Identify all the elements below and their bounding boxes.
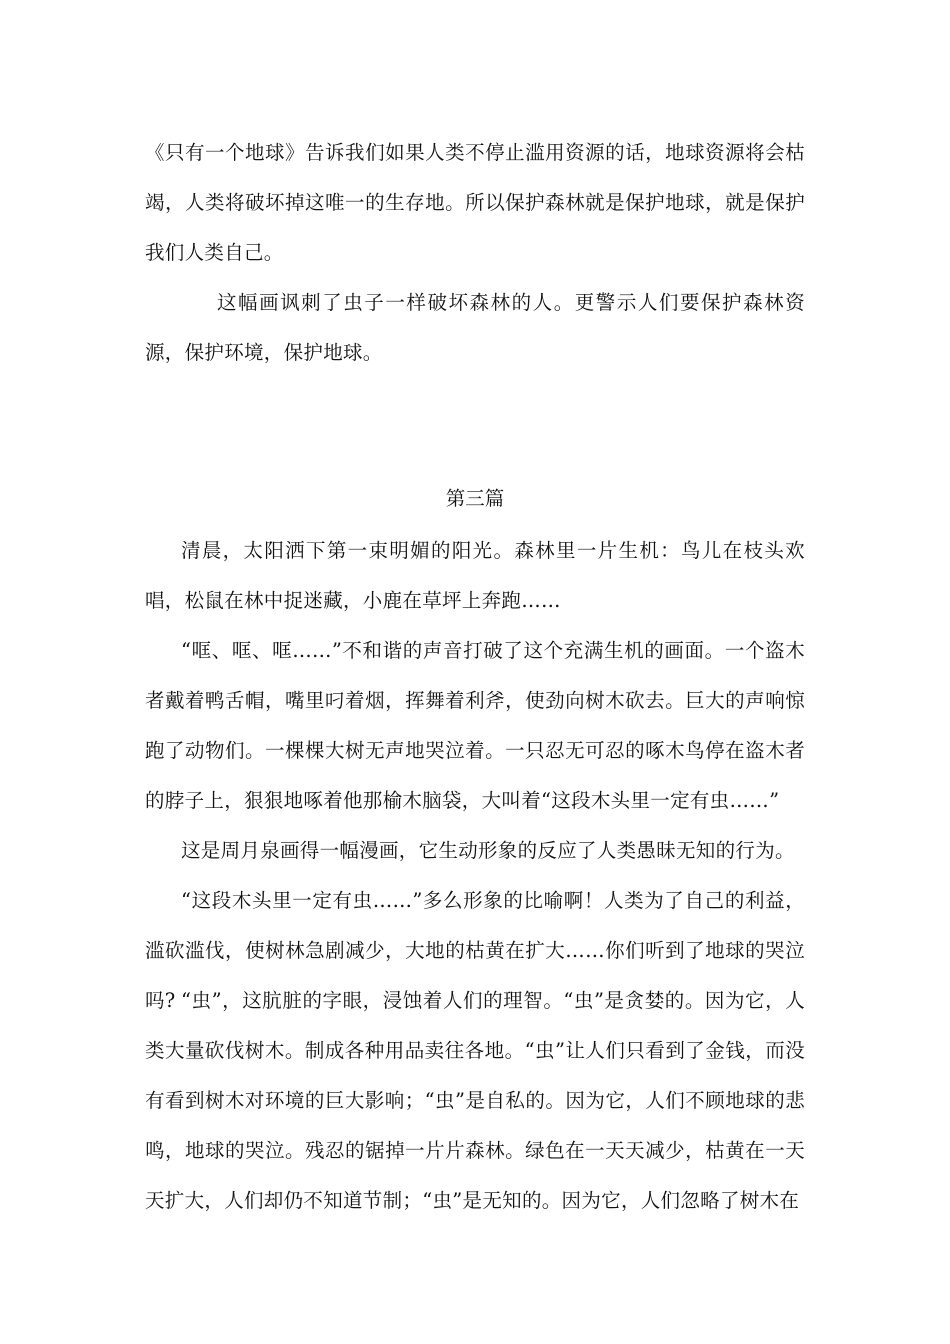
section-title: 第三篇	[445, 487, 505, 510]
paragraph-metaphor: “这段木头里一定有虫……”多么形象的比喻啊！人类为了自己的利益，滥砍滥伐，使树林急剧减少，大地的枯黄在扩大……你们听到了地球的哭泣吗?	[145, 889, 805, 1012]
paragraph-satire-note: 这幅画讽刺了虫子一样破坏森林的人。更警示人们要保护森林资源，保护环境，保护地球。	[145, 291, 805, 364]
paragraph-earth-summary: 《只有一个地球》告诉我们如果人类不停止滥用资源的话，地球资源将会枯竭，人类将破坏掉这唯一的生存地。所以保护森林就是保护地球，就是保护我们人类自己。	[145, 141, 805, 264]
paragraph-cartoon-intro: 这是周月泉画得一幅漫画，它生动形象的反应了人类愚昧无知的行为。	[181, 839, 795, 862]
paragraph-logger: “哐、哐、哐……”不和谐的声音打破了这个充满生机的画面。一个盗木者戴着鸭舌帽，嘴里叼着烟，挥舞着利斧，使劲向树木砍去。巨大的声响惊跑了动物们。一棵棵大树无声地哭泣着。一只忍无可忍的啄木鸟停在盗木者的脖子上，狠狠地啄着他那榆木脑袋，大叫着“这段木头里一定有虫……”	[145, 639, 805, 812]
paragraph-morning-forest: 清晨，太阳洒下第一束明媚的阳光。森林里一片生机：鸟儿在枝头欢唱，松鼠在林中捉迷藏，小鹿在草坪上奔跑……	[145, 539, 805, 612]
paragraph-bug-analysis: “虫”，这肮脏的字眼，浸蚀着人们的理智。“虫”是贪婪的。因为它，人类大量砍伐树木。制成各种用品卖往各地。“虫”让人们只看到了金钱，而没有看到树木对环境的巨大影响；“虫”是自私的。因为它，人们不顾地球的悲鸣，地球的哭泣。残忍的锯掉一片片森林。绿色在一天天减少，枯黄在一天天扩大，人们却仍不知道节制；“虫”是无知的。因为它，人们忽略了树木在	[145, 989, 805, 1212]
